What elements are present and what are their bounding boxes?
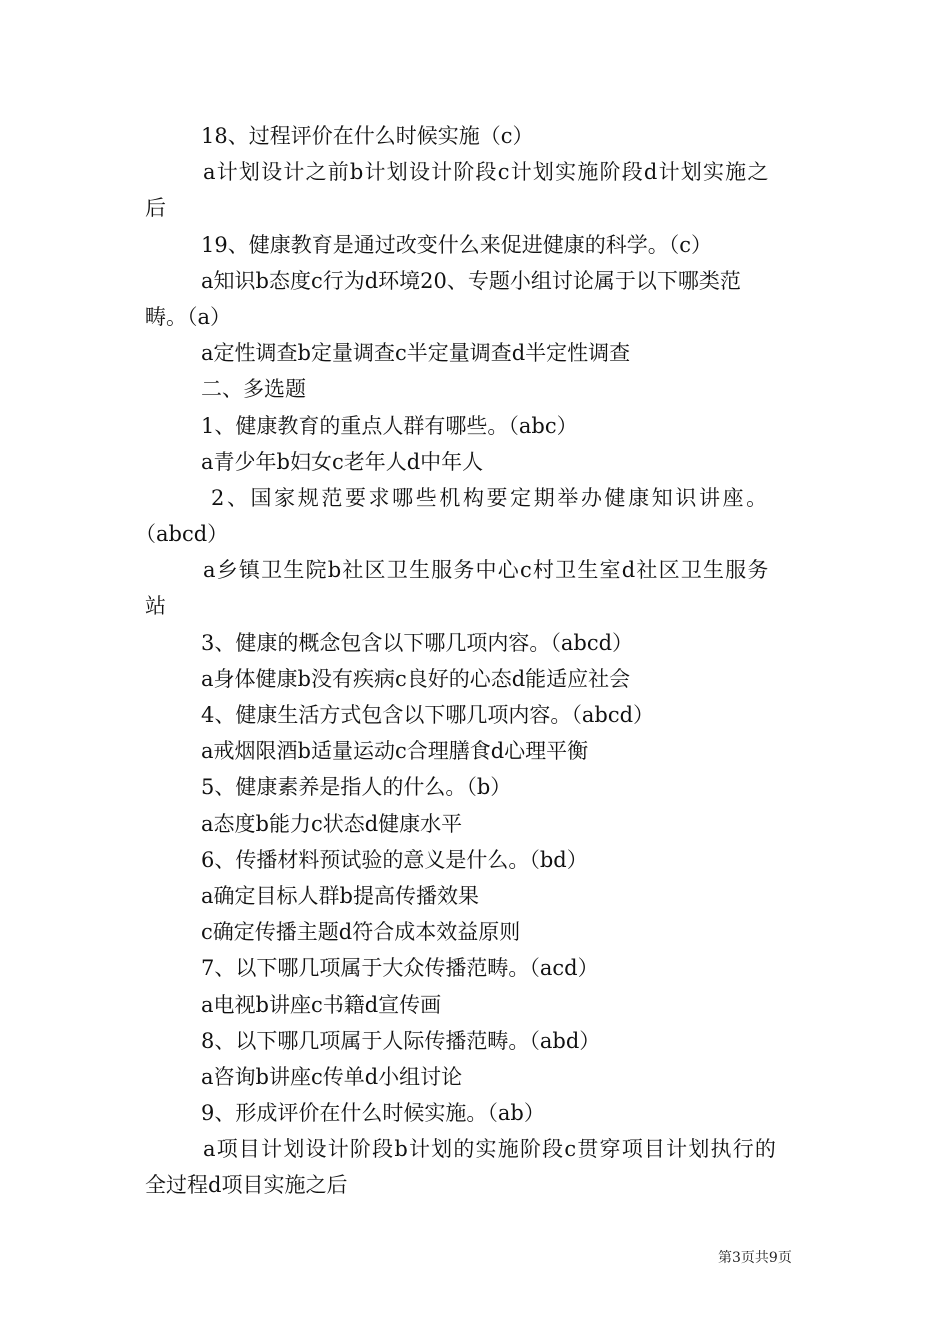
text-line: 19、健康教育是通过改变什么来促进健康的科学。（c） — [201, 232, 712, 257]
text-line: a定性调查b定量调查c半定量调查d半定性调查 — [201, 341, 631, 366]
text-line: 1、健康教育的重点人群有哪些。（abc） — [201, 413, 578, 438]
text-line: 站 — [145, 594, 166, 619]
text-line: 18、过程评价在什么时候实施（c） — [201, 124, 534, 148]
text-line: 5、健康素养是指人的什么。（b） — [201, 775, 512, 800]
text-line: c确定传播主题d符合成本效益原则 — [201, 920, 521, 945]
text-line: 9、形成评价在什么时候实施。（ab） — [201, 1101, 545, 1126]
text-line: a知识b态度c行为d环境20、专题小组讨论属于以下哪类范 — [201, 268, 741, 293]
text-line: 3、健康的概念包含以下哪几项内容。（abcd） — [201, 630, 634, 655]
text-line: a项目计划设计阶段b计划的实施阶段c贯穿项目计划执行的 — [203, 1137, 778, 1162]
text-line: a乡镇卫生院b社区卫生服务中心c村卫生室d社区卫生服务 — [203, 558, 770, 583]
section-heading: 二、多选题 — [201, 377, 306, 402]
text-line: a身体健康b没有疾病c良好的心态d能适应社会 — [201, 666, 631, 691]
text-line: a电视b讲座c书籍d宣传画 — [201, 992, 442, 1017]
text-line: 7、以下哪几项属于大众传播范畴。（acd） — [201, 956, 599, 981]
text-line: （abcd） — [135, 522, 229, 547]
text-line: 全过程d项目实施之后 — [145, 1173, 348, 1198]
text-line: 6、传播材料预试验的意义是什么。（bd） — [201, 847, 588, 872]
text-line: a态度b能力c状态d健康水平 — [201, 811, 463, 836]
text-line: a咨询b讲座c传单d小组讨论 — [201, 1064, 463, 1089]
text-line: 4、健康生活方式包含以下哪几项内容。（abcd） — [201, 703, 655, 727]
text-line: 畴。（a） — [145, 304, 232, 329]
page-number: 第3页共9页 — [718, 1250, 792, 1266]
text-line: a计划设计之前b计划设计阶段c计划实施阶段d计划实施之 — [203, 160, 770, 185]
page-body — [135, 118, 805, 1204]
text-line: 后 — [145, 196, 166, 221]
text-line: 8、以下哪几项属于人际传播范畴。（abd） — [201, 1028, 601, 1053]
text-line: a戒烟限酒b适量运动c合理膳食d心理平衡 — [201, 739, 589, 764]
text-line: 2、国家规范要求哪些机构要定期举办健康知识讲座。 — [211, 485, 770, 510]
text-line: a确定目标人群b提高传播效果 — [201, 883, 479, 908]
text-line: a青少年b妇女c老年人d中年人 — [201, 449, 484, 474]
